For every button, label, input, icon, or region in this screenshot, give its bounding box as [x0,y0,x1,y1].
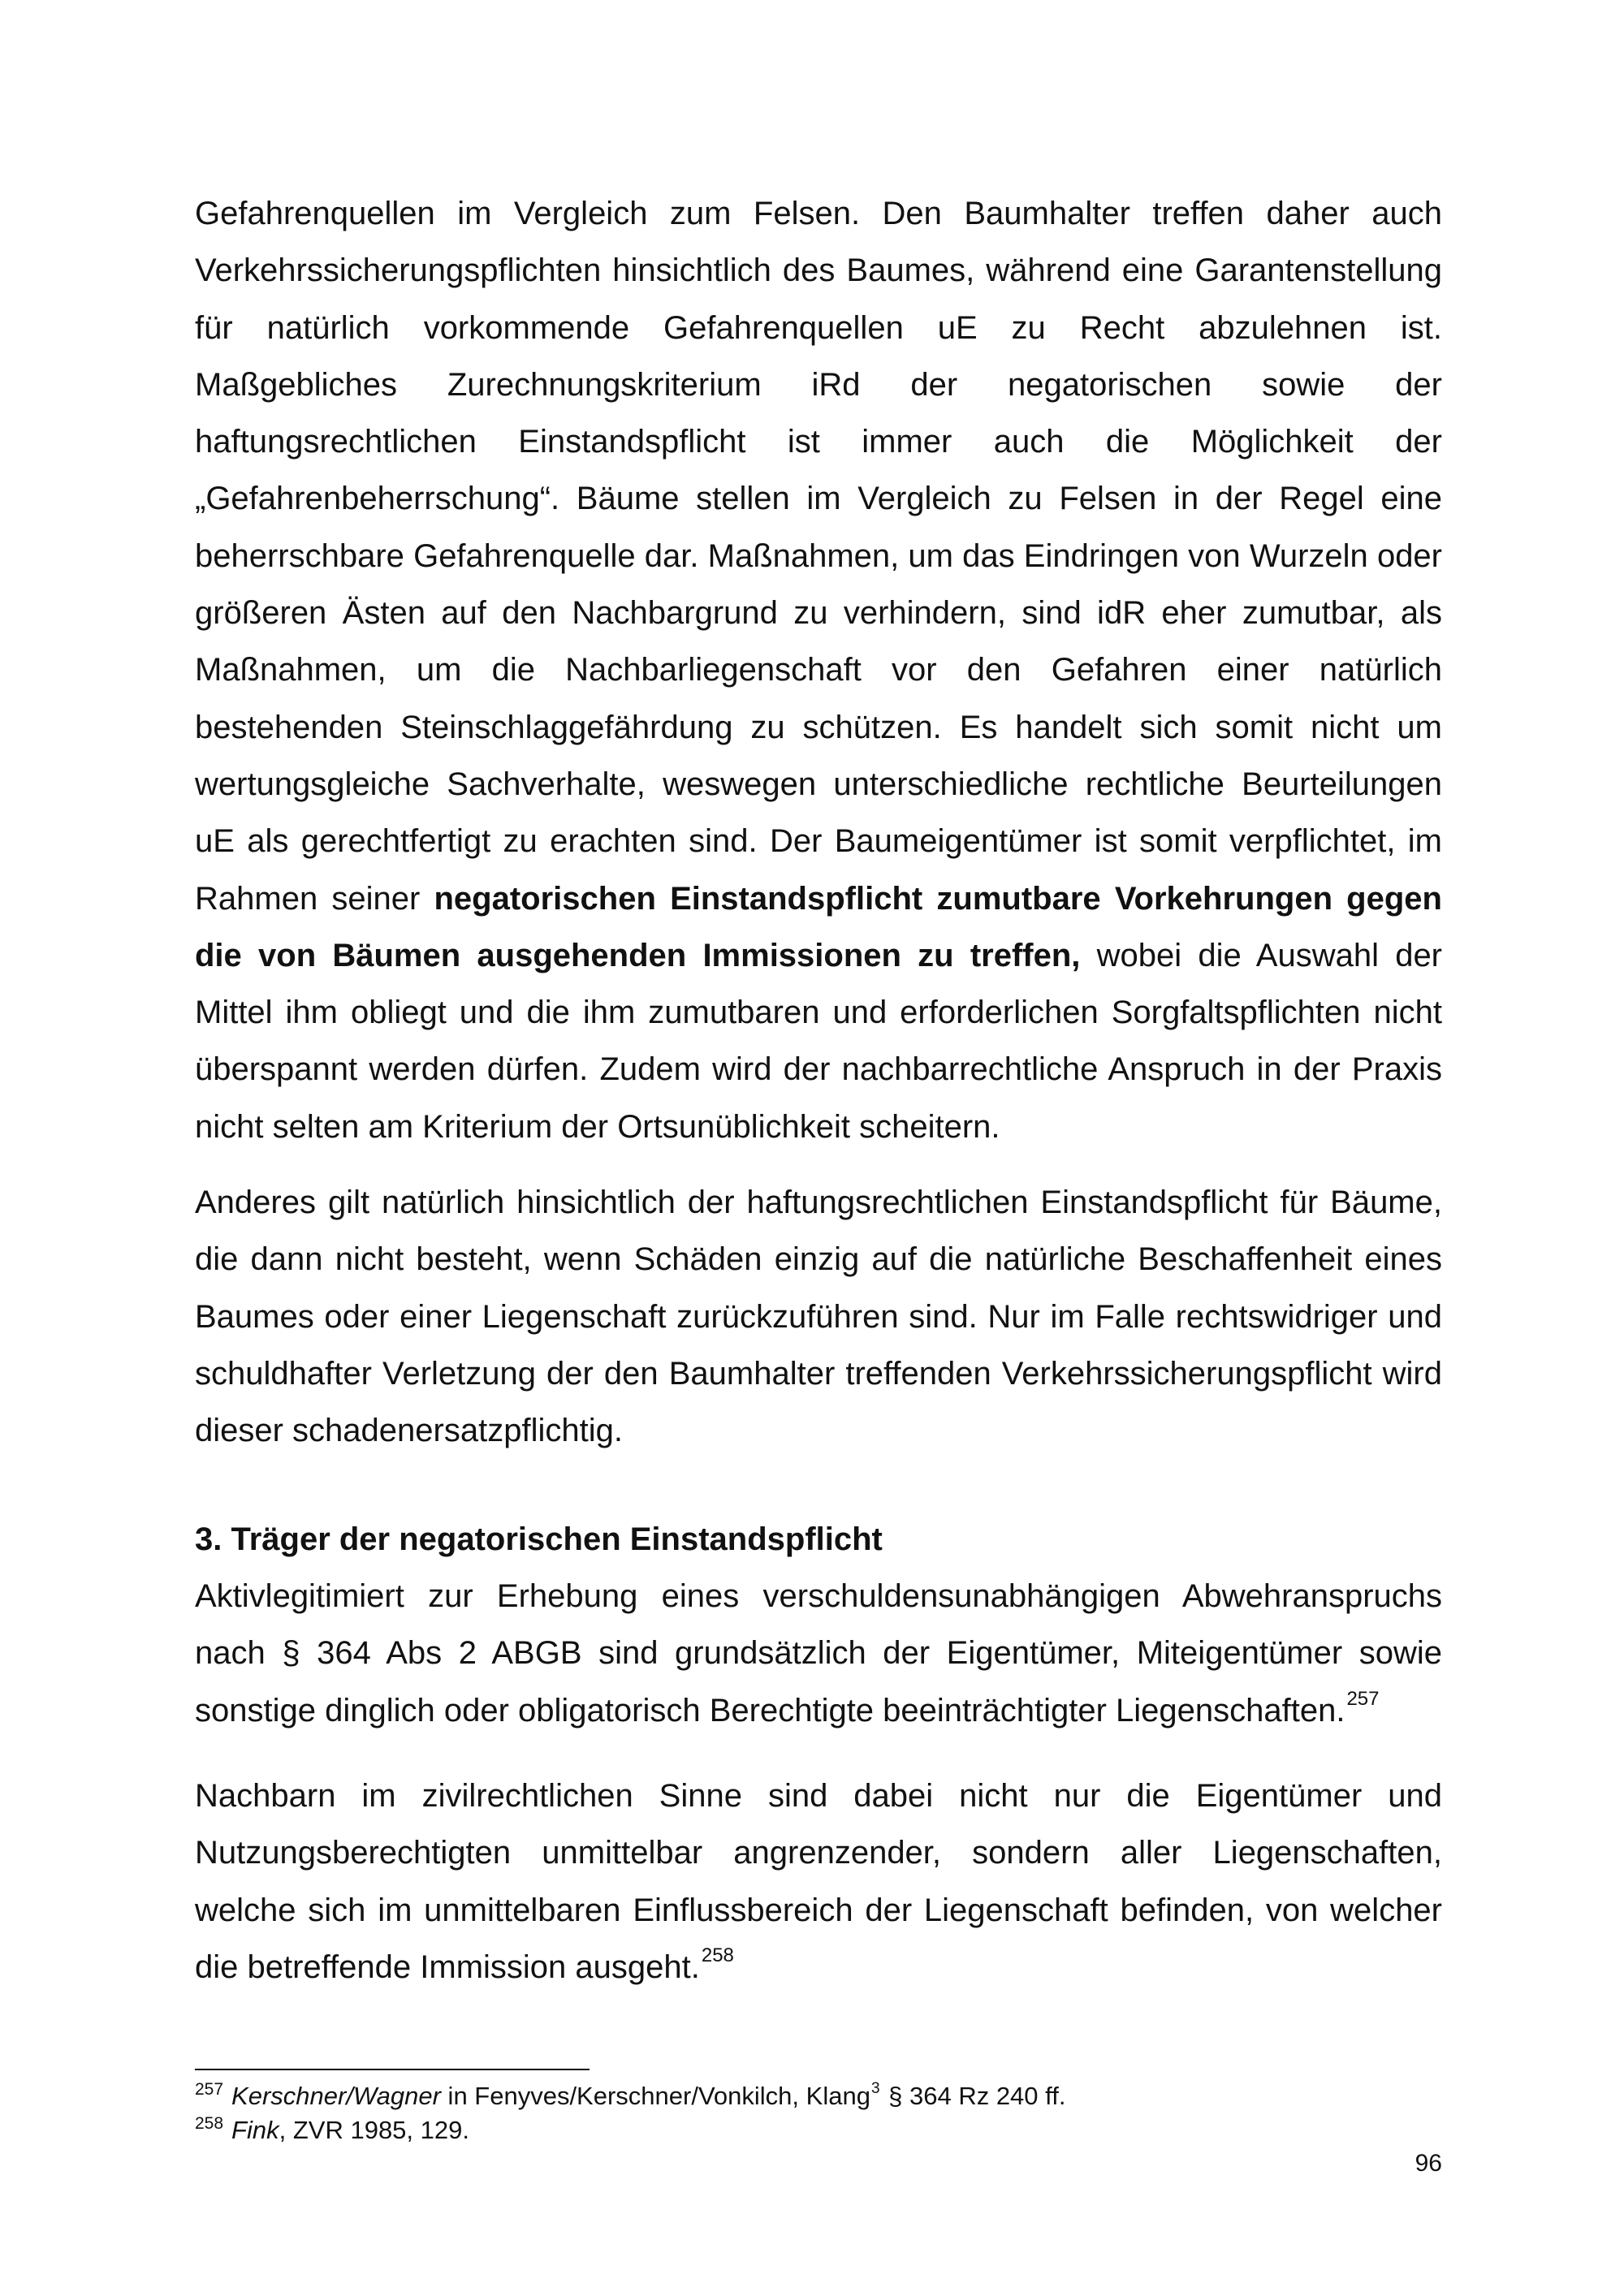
paragraph-1 [195,185,1442,1155]
footnote-258 [195,2114,1442,2150]
paragraph-3-text: Aktivlegitimiert zur Erhebung eines verschuldensunabhängigen Abwehranspruchs nach § 364 Abs 2 ABGB sind grundsätzlich der Eigentümer, Miteigentümer sowie sonstige dinglich oder obligatorisch Berechtigte beeinträchtigter Liegenschaften. [195,1578,1442,1728]
paragraph-2-text: Anderes gilt natürlich hinsichtlich der haftungsrechtlichen Einstandspflicht für Bäume, die dann nicht besteht, wenn Schäden einzig auf die natürliche Beschaffenheit eines Baumes oder einer Liegenschaft zurückzuführen sind. Nur im Falle rechtswidriger und schuldhafter Verletzung der den Baumhalter treffenden Verkehrssicherungspflicht wird dieser schadenersatzpflichtig. [195,1185,1442,1449]
footnote-number: 257 [195,2080,224,2099]
paragraph-3 [195,1568,1442,1744]
footnote-text: in Fenyves/Kerschner/Vonkilch, Klang [440,2082,870,2110]
paragraph-1-text: Gefahrenquellen im Vergleich zum Felsen. Den Baumhalter treffen daher auch Verkehrssicherungspflichten hinsichtlich des Baumes, während eine Garantenstellung für natürlich vorkommende Gefahrenquellen uE zu Recht abzulehnen ist. Maßgebliches Zurechnungskriterium iRd der negatorischen sowie der haftungsrechtlichen Einstandspflicht ist immer auch die Möglichkeit der „Gefahrenbeherrschung“. Bäume stellen im Vergleich zu Felsen in der Regel eine beherrschbare Gefahrenquelle dar. Maßnahmen, um das Eindringen von Wurzeln oder größeren Ästen auf den Nachbargrund zu verhindern, sind idR eher zumutbar, als Maßnahmen, um die Nachbarliegenschaft vor den Gefahren einer natürlich bestehenden Steinschlaggefährdung zu schützen. Es handelt sich somit nicht um wertungsgleiche Sachverhalte, weswegen unterschiedliche rechtliche Beurteilungen uE als gerechtfertigt zu erachten sind. Der Baumeigentümer ist somit verpflichtet, im Rahmen seiner [195,196,1442,917]
page-number: 96 [1415,2150,1442,2177]
paragraph-2 [195,1174,1442,1459]
paragraph-4-text: Nachbarn im zivilrechtlichen Sinne sind dabei nicht nur die Eigentümer und Nutzungsberechtigten unmittelbar angrenzender, sondern aller Liegenschaften, welche sich im unmittelbaren Einflussbereich der Liegenschaft befinden, von welcher die betreffende Immission ausgeht. [195,1778,1442,1985]
footnote-text-end: § 364 Rz 240 ff. [881,2082,1066,2110]
footnote-edition-sup: 3 [870,2080,880,2097]
section-heading: 3. Träger der negatorischen Einstandspflicht [195,1521,883,1557]
paragraph-4 [195,1767,1442,2000]
footnote-257 [195,2080,1442,2117]
footnote-ref-257[interactable]: 257 [1346,1687,1380,1710]
paragraph-1-bold-text: negatorischen Einstandspflicht zumutbare Vorkehrungen gegen die von Bäumen ausgehenden Immissionen zu treffen, [195,880,1442,973]
footnote-author: Fink [231,2116,279,2144]
footnote-number: 258 [195,2114,224,2133]
footnote-divider [195,2069,590,2070]
footnote-author: Kerschner/Wagner [231,2082,441,2110]
paragraph-1-text-end: wobei die Auswahl der Mittel ihm obliegt und die ihm zumutbaren und erforderlichen Sorgfaltspflichten nicht überspannt werden dürfen. Zudem wird der nachbarrechtliche Anspruch in der Praxis nicht selten am Kriterium der Ortsunüblichkeit scheitern. [195,937,1443,1145]
footnote-text: , ZVR 1985, 129. [279,2116,469,2144]
footnote-ref-258[interactable]: 258 [701,1944,734,1966]
